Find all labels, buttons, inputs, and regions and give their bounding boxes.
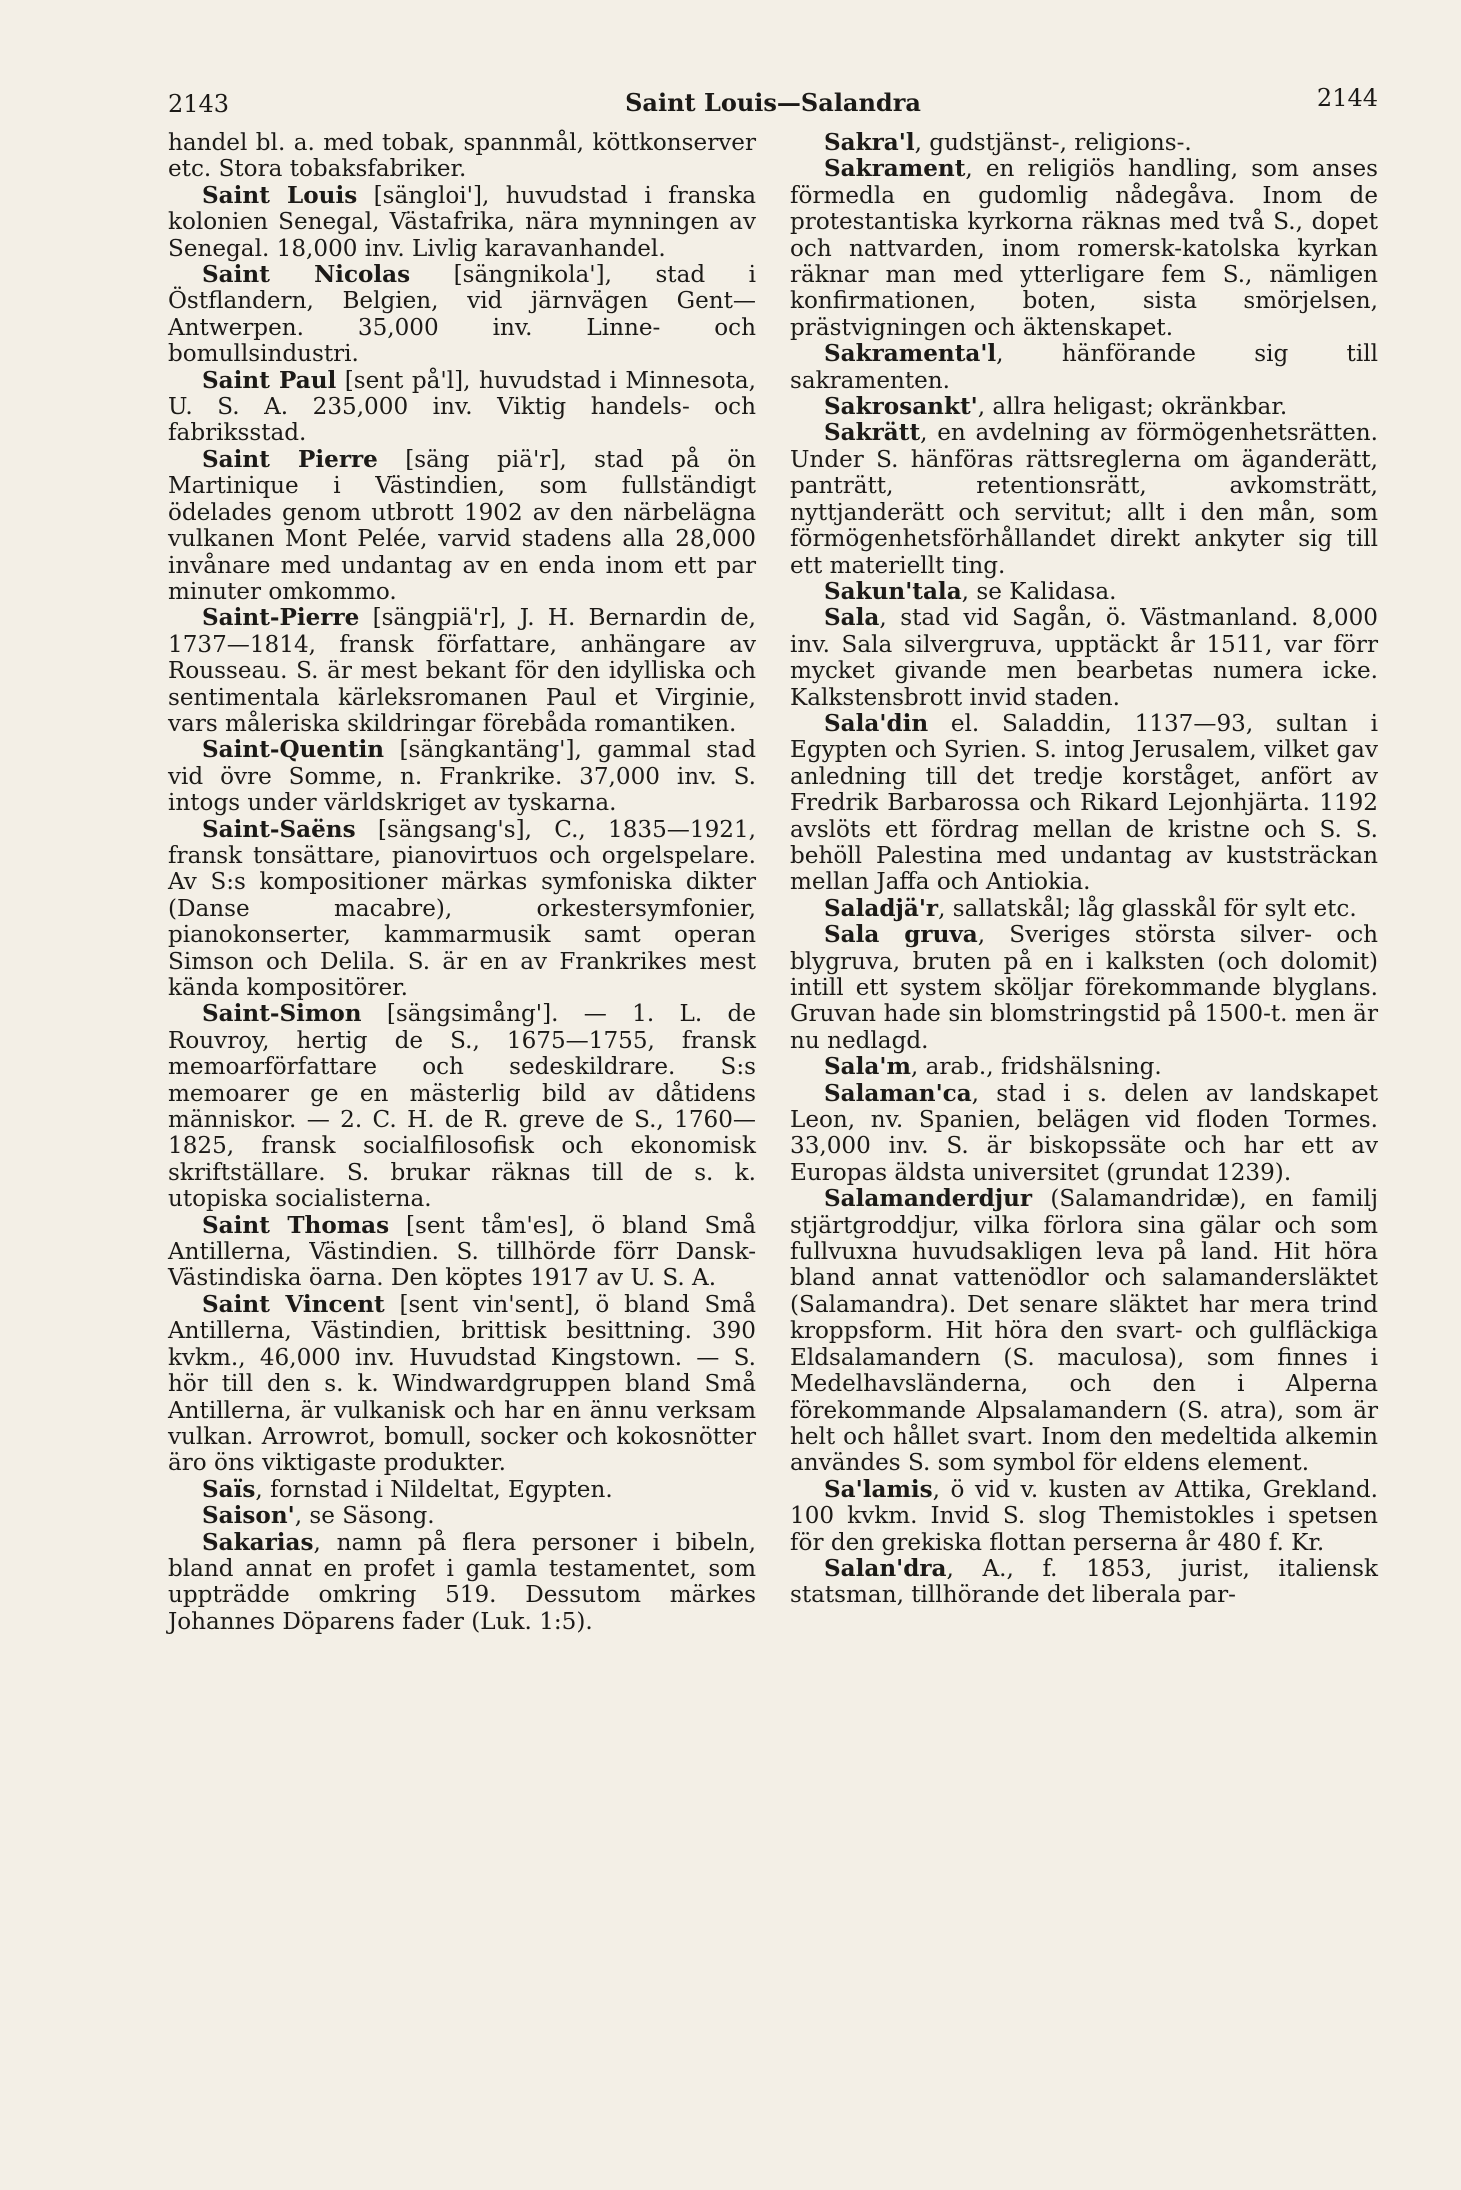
- entry-headword: Salaman'ca: [824, 1079, 972, 1107]
- right-column: [790, 130, 1378, 1609]
- entry-headword: Sakra'l: [824, 129, 915, 156]
- entry-headword: Sakrament: [824, 155, 966, 183]
- entry-headword: Saint Vincent: [202, 1290, 385, 1318]
- entry-headword: Sakrätt: [824, 419, 921, 447]
- entry-headword: Salamanderdjur: [824, 1185, 1033, 1213]
- entry-text: , stad i s. delen av landskapet Leon, nv. Spanien, belägen vid floden Tormes. 33,000 inv. S. är biskopssäte och har ett av Europas äldsta universitet (grundat 1239).: [790, 1080, 1378, 1186]
- dictionary-entry: [790, 922, 1378, 1054]
- dictionary-entry: [168, 1213, 756, 1292]
- dictionary-entry: [790, 341, 1378, 394]
- entry-headword: Sakramenta'l: [824, 340, 997, 368]
- entry-headword: Saint Paul: [202, 366, 337, 394]
- dictionary-entry: [790, 1054, 1378, 1080]
- dictionary-entry: [168, 447, 756, 605]
- dictionary-entry: [790, 156, 1378, 341]
- entry-text: , en religiös handling, som anses förmedla en gudomlig nådegåva. Inom de protestantiska kyrkorna räknas med två S., dopet och nattvarden, inom romersk-katolska kyrkan räknar man med ytterligare fem S., nämligen konfirmationen, boten, sista smörjelsen, prästvigningen och äktenskapet.: [790, 156, 1378, 341]
- dictionary-entry: [790, 394, 1378, 420]
- entry-text: [sent på'l], huvudstad i Minnesota, U. S. A. 235,000 inv. Viktig handels- och fabriksstad.: [168, 367, 756, 447]
- entry-headword: Saint Thomas: [202, 1211, 390, 1239]
- running-title: Saint Louis—Salandra: [625, 88, 921, 117]
- dictionary-entry: [168, 1001, 756, 1212]
- entry-headword: Saint-Quentin: [202, 736, 385, 764]
- dictionary-entry: [790, 1556, 1378, 1609]
- entry-text: , stad vid Sagån, ö. Västmanland. 8,000 inv. Sala silvergruva, upptäckt år 1511, var förr mycket givande men bearbetas numera icke. Kalkstensbrott invid staden.: [790, 605, 1378, 711]
- entry-text: el. Saladdin, 1137—93, sultan i Egypten och Syrien. S. intog Jerusalem, vilket gav anledning till det tredje korståget, anfört av Fredrik Barbarossa och Rikard Lejonhjärta. 1192 avslöts ett fördrag mellan de kristne och S. S. behöll Palestina med undantag av kuststräckan mellan Jaffa och Antiokia.: [790, 710, 1378, 896]
- dictionary-entry: [168, 130, 756, 183]
- entry-headword: Sala gruva: [824, 921, 978, 949]
- entry-headword: Sakarias: [202, 1528, 314, 1556]
- entry-text: , A., f. 1853, jurist, italiensk statsman, tillhörande det liberala par-: [790, 1555, 1378, 1609]
- entry-headword: Saladjä'r: [824, 894, 939, 922]
- dictionary-entry: [168, 183, 756, 262]
- entry-text: , se Kalidasa.: [961, 578, 1117, 605]
- dictionary-entry: [168, 262, 756, 368]
- dictionary-entry: [168, 368, 756, 447]
- dictionary-entry: [790, 605, 1378, 711]
- entry-text: , namn på flera personer i bibeln, bland annat en profet i gamla testamentet, som uppträdde omkring 519. Dessutom märkes Johannes Döparens fader (Luk. 1:5).: [168, 1529, 756, 1635]
- entry-headword: Saison': [202, 1502, 295, 1530]
- entry-text: [sängsimång']. — 1. L. de Rouvroy, hertig de S., 1675—1755, fransk memoarförfattare och sedeskildrare. S:s memoarer ge en mästerlig bild av dåtidens människor. — 2. C. H. de R. greve de S., 1760—1825, fransk socialfilosofisk och ekonomisk skriftställare. S. brukar räknas till de s. k. utopiska socialisterna.: [168, 1001, 756, 1213]
- entry-text: , Sveriges största silver- och blygruva, bruten på en i kalksten (och dolomit) intill ett system sköljar förekommande blyglans. Gruvan hade sin blomstringstid på 1500-t. men är nu nedlagd.: [790, 922, 1378, 1054]
- dictionary-entry: [790, 1477, 1378, 1556]
- entry-text: , gudstjänst-, religions-.: [914, 130, 1192, 156]
- entry-text: , allra heligast; okränkbar.: [977, 394, 1288, 421]
- dictionary-entry: [168, 605, 756, 737]
- entry-headword: Sa'lamis: [824, 1475, 933, 1503]
- entry-text: [sängpiä'r], J. H. Bernardin de, 1737—1814, fransk författare, anhängare av Rousseau. S. är mest bekant för den idylliska och sentimentala kärleksromanen Paul et Virginie, vars måleriska skildringar förebåda romantiken.: [168, 605, 756, 737]
- page-header: [168, 84, 1378, 124]
- entry-text: , hänförande sig till sakramenten.: [790, 341, 1378, 394]
- entry-text: [sent tåm'es], ö bland Små Antillerna, Västindien. S. tillhörde förr Dansk-Västindiska öarna. Den köptes 1917 av U. S. A.: [168, 1212, 756, 1292]
- page-number-right: 2144: [1316, 84, 1378, 112]
- dictionary-entry: [168, 737, 756, 816]
- entry-headword: Sala: [824, 604, 880, 632]
- entry-headword: Saint-Saëns: [202, 815, 356, 843]
- entry-headword: Saint Louis: [202, 181, 358, 209]
- entry-headword: Sakrosankt': [824, 393, 978, 421]
- entry-text: (Salamandridæ), en familj stjärtgroddjur, vilka förlora sina gälar och som fullvuxna huvudsakligen leva på land. Hit höra bland annat vattenödlor och salamandersläktet (Salamandra). Det senare släktet har mera trind kroppsform. Hit höra den svart- och gulfläckiga Eldsalamandern (S. maculosa), som finnes i Medelhavsländerna, och den i Alperna förekommande Alpsalamandern (S. atra), som är helt och hållet svart. Inom den medeltida alkemin användes S. som symbol för eldens element.: [790, 1186, 1378, 1477]
- entry-headword: Sakun'tala: [824, 577, 962, 605]
- entry-text: , sallatskål; låg glasskål för sylt etc.: [938, 895, 1357, 922]
- entry-text: , fornstad i Nildeltat, Egypten.: [255, 1476, 613, 1503]
- dictionary-entry: [168, 1477, 756, 1503]
- entry-text: [sent vin'sent], ö bland Små Antillerna, Västindien, brittisk besittning. 390 kvkm., 46,000 inv. Huvudstad Kingstown. — S. hör till den s. k. Windwardgruppen bland Små Antillerna, är vulkanisk och har en ännu verksam vulkan. Arrowrot, bomull, socker och kokosnötter äro öns viktigaste produkter.: [168, 1291, 756, 1477]
- dictionary-entry: [790, 420, 1378, 578]
- entry-text: , arab., fridshälsning.: [910, 1054, 1162, 1081]
- entry-text: , se Säsong.: [294, 1503, 435, 1530]
- left-column: [168, 130, 756, 1635]
- dictionary-entry: [790, 896, 1378, 922]
- entry-text: , ö vid v. kusten av Attika, Grekland. 100 kvkm. Invid S. slog Themistokles i spetsen för den grekiska flottan perserna år 480 f. Kr.: [790, 1476, 1378, 1556]
- dictionary-entry: [790, 1081, 1378, 1187]
- dictionary-entry: [168, 1530, 756, 1636]
- entry-headword: Sala'din: [824, 709, 929, 737]
- dictionary-entry: [790, 130, 1378, 156]
- dictionary-entry: [790, 579, 1378, 605]
- entry-headword: Saint-Simon: [202, 1000, 362, 1028]
- page-number-left: 2143: [168, 90, 230, 118]
- entry-headword: Saint-Pierre: [202, 604, 360, 632]
- entry-headword: Salan'dra: [824, 1554, 947, 1582]
- entry-text: [sängkantäng'], gammal stad vid övre Somme, n. Frankrike. 37,000 inv. S. intogs under världskriget av tyskarna.: [168, 737, 756, 817]
- entry-headword: Saint Pierre: [202, 445, 378, 473]
- entry-text: [sängsang's], C., 1835—1921, fransk tonsättare, pianovirtuos och orgelspelare. Av S:s kompositioner märkas symfoniska dikter (Danse macabre), orkestersymfonier, pianokonserter, kammarmusik samt operan Simson och Delila. S. är en av Frankrikes mest kända kompositörer.: [168, 816, 756, 1001]
- dictionary-entry: [790, 711, 1378, 896]
- dictionary-entry: [168, 1292, 756, 1477]
- entry-text: [säng piä'r], stad på ön Martinique i Västindien, som fullständigt ödelades genom utbrott 1902 av den närbelägna vulkanen Mont Pelée, varvid stadens alla 28,000 invånare med undantag av en enda inom ett par minuter omkommo.: [168, 446, 756, 605]
- entry-text: [sängnikola'], stad i Östflandern, Belgien, vid järnvägen Gent—Antwerpen. 35,000 inv. Linne- och bomullsindustri.: [168, 262, 757, 368]
- entry-headword: Saint Nicolas: [202, 261, 411, 289]
- dictionary-entry: [168, 817, 756, 1002]
- entry-headword: Saïs: [202, 1475, 256, 1503]
- dictionary-entry: [790, 1186, 1378, 1476]
- dictionary-entry: [168, 1503, 756, 1529]
- entry-text: [sängloi'], huvudstad i franska kolonien Senegal, Västafrika, nära mynningen av Senegal. 18,000 inv. Livlig karavanhandel.: [168, 182, 756, 262]
- entry-text: , en avdelning av förmögenhetsrätten. Under S. hänföras rättsreglerna om äganderätt, panträtt, retentionsrätt, avkomsträtt, nyttjanderätt och servitut; allt i den mån, som förmögenhetsförhållandet direkt ankyter sig till ett materiellt ting.: [790, 420, 1378, 579]
- entry-text: handel bl. a. med tobak, spannmål, köttkonserver etc. Stora tobaksfabriker.: [168, 130, 756, 183]
- entry-headword: Sala'm: [824, 1053, 911, 1081]
